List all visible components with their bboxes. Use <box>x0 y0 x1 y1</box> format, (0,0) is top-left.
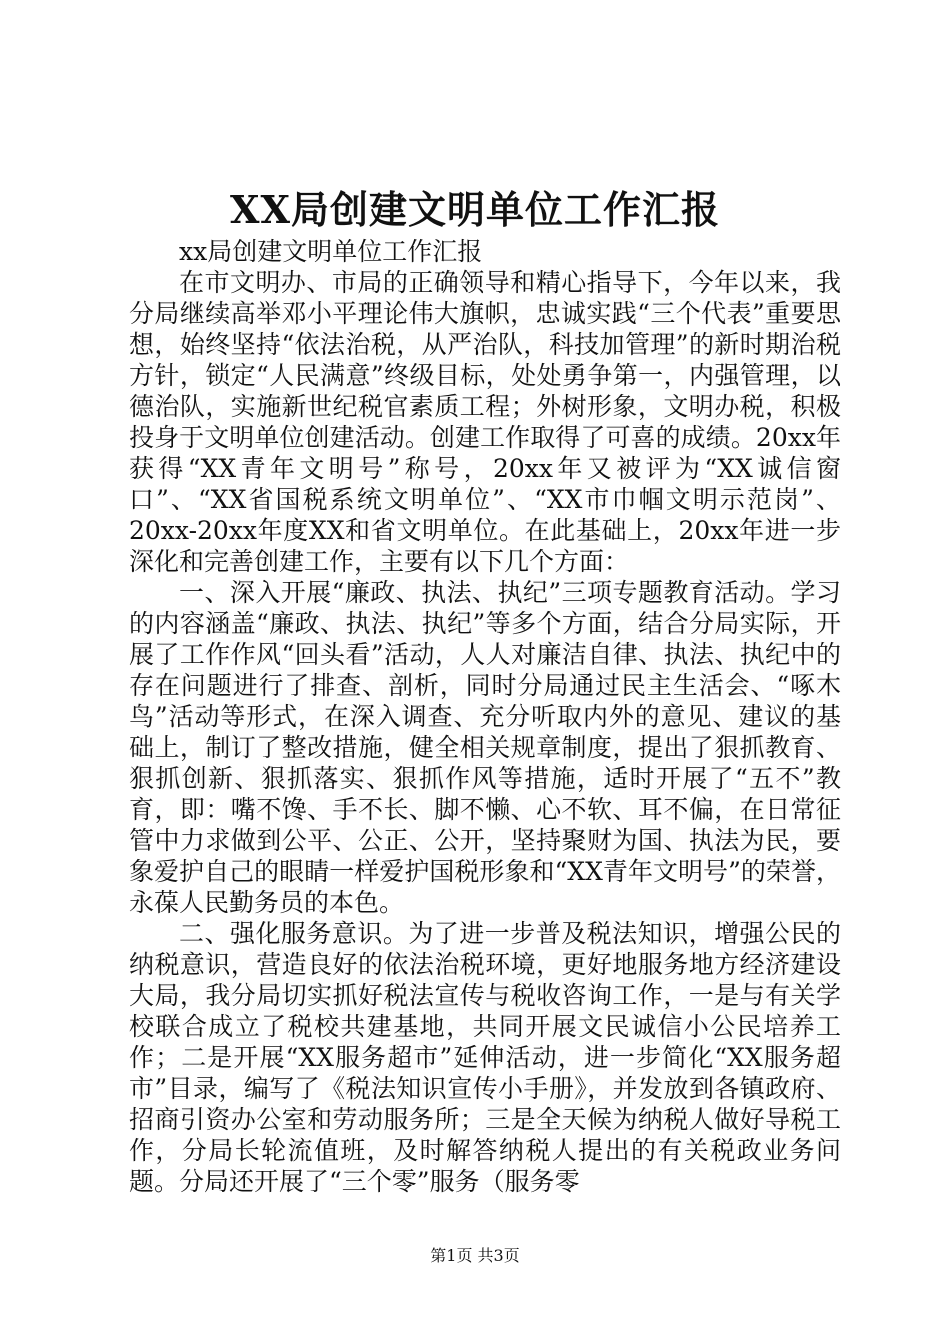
page-number-footer: 第1页 共3页 <box>430 1246 520 1265</box>
paragraph-section-two: 二、强化服务意识。为了进一步普及税法知识，增强公民的纳税意识，营造良好的依法治税环境，更好地服务地方经济建设大局，我分局切实抓好税法宣传与税收咨询工作，一是与有关学校联合成立了税校共建基地，共同开展文民诚信小公民培养工作；二是开展“XX服务超市”延伸活动，进一步简化“XX服务超市”目录，编写了《税法知识宣传小手册》，并发放到各镇政府、招商引资办公室和劳动服务所；三是全天候为纳税人做好导税工作，分局长轮流值班，及时解答纳税人提出的有关税政业务问题。分局还开展了“三个零”服务（服务零 <box>129 919 841 1196</box>
document-title: XX局创建文明单位工作汇报 <box>230 187 720 232</box>
paragraph-intro: 在市文明办、市局的正确领导和精心指导下，今年以来，我分局继续高举邓小平理论伟大旗帜，忠诚实践“三个代表”重要思想，始终坚持“依法治税，从严治队，科技加管理”的新时期治税方针，锁定“人民满意”终级目标，处处勇争第一，内强管理，以德治队，实施新世纪税官素质工程；外树形象，文明办税，积极投身于文明单位创建活动。创建工作取得了可喜的成绩。20xx年获得“XX青年文明号”称号，20xx年又被评为“XX诚信窗口”、“XX省国税系统文明单位”、“XX市巾帼文明示范岗”、20xx-20xx年度XX和省文明单位。在此基础上，20xx年进一步深化和完善创建工作，主要有以下几个方面： <box>129 268 841 576</box>
document-body <box>129 236 841 1197</box>
paragraph-section-one: 一、深入开展“廉政、执法、执纪”三项专题教育活动。学习的内容涵盖“廉政、执法、执纪”等多个方面，结合分局实际，开展了工作作风“回头看”活动，人人对廉洁自律、执法、执纪中的存在问题进行了排查、剖析，同时分局通过民主生活会、“啄木鸟”活动等形式，在深入调查、充分听取内外的意见、建议的基础上，制订了整改措施，健全相关规章制度，提出了狠抓教育、狠抓创新、狠抓落实、狠抓作风等措施，适时开展了“五不”教育，即：嘴不馋、手不长、脚不懒、心不软、耳不偏，在日常征管中力求做到公平、公正、公开，坚持聚财为国、执法为民，要象爱护自己的眼睛一样爱护国税形象和“XX青年文明号”的荣誉，永葆人民勤务员的本色。 <box>129 578 841 917</box>
document-subtitle: xx局创建文明单位工作汇报 <box>179 237 483 266</box>
